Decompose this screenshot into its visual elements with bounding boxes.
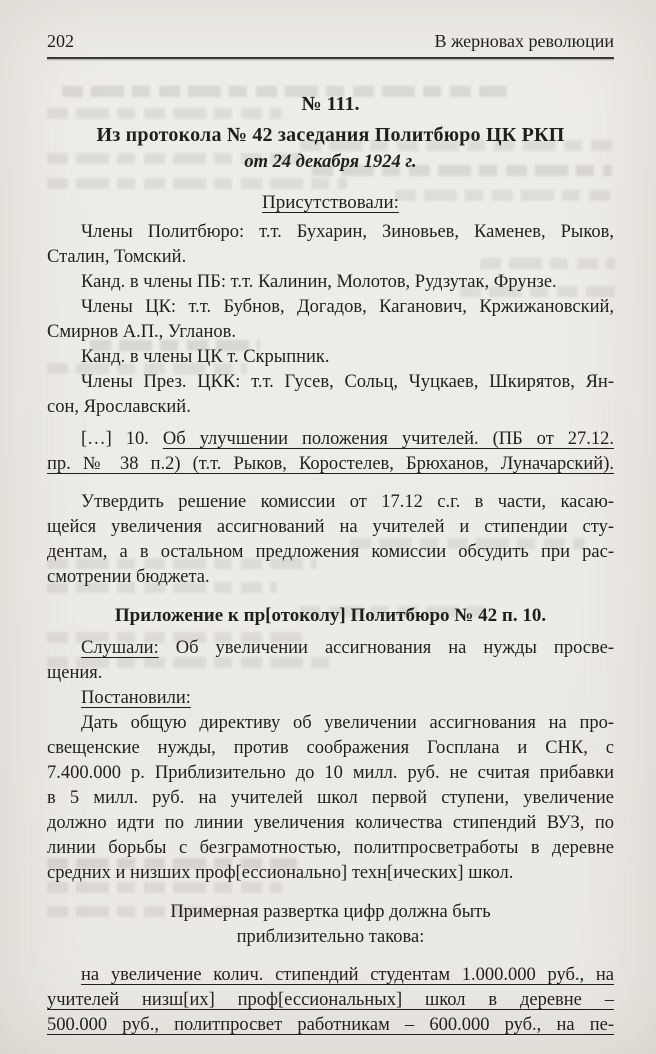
text-line: Дать общую директиву об увеличении ассигнования на про- bbox=[81, 713, 614, 734]
slushali-label: Слушали: bbox=[81, 638, 159, 659]
text-line bbox=[47, 427, 614, 452]
text-line: Члены През. ЦКК: т.т. Гусев, Сольц, Чуцкаев, Шкирятов, Ян- bbox=[81, 372, 614, 393]
agenda-item-title: Об улучшении положения учителей. (ПБ от 27.12. bbox=[162, 429, 614, 450]
slushali-paragraph bbox=[47, 636, 614, 686]
allocation-paragraph bbox=[47, 963, 614, 1038]
text-line bbox=[47, 636, 614, 661]
text-line: свещенские нужды, против соображения Госплана и СНК, с bbox=[47, 738, 614, 759]
document-date: от 24 декабря 1924 г. bbox=[244, 152, 417, 173]
text-line: Сталин, Томский. bbox=[47, 247, 187, 268]
estimate-heading bbox=[47, 900, 614, 950]
text-line: щения. bbox=[47, 663, 103, 684]
text-line: сон, Ярославский. bbox=[47, 397, 191, 418]
text-line: Смирнов А.П., Угланов. bbox=[47, 322, 237, 343]
text-line: смотрении бюджета. bbox=[47, 567, 210, 588]
text-line: Канд. в члены ЦК т. Скрыпник. bbox=[81, 347, 330, 368]
agenda-item bbox=[47, 427, 614, 477]
text-line: средних и низших проф[ессионально] техн[ических] школ. bbox=[47, 863, 514, 884]
directive-paragraph bbox=[47, 711, 614, 886]
attendees-paragraph-pb-candidates bbox=[47, 270, 614, 295]
text-line: Канд. в члены ПБ: т.т. Калинин, Молотов, Рудзутак, Фрунзе. bbox=[81, 272, 557, 293]
text-line: 7.400.000 р. Приблизительно до 10 милл. руб. не считая прибавки bbox=[47, 763, 614, 784]
text-line: Члены ЦК: т.т. Бубнов, Догадов, Каганович, Кржижановский, bbox=[81, 297, 614, 318]
attendees-heading-text: Присутствовали: bbox=[262, 192, 399, 214]
text-line: щейся увеличения ассигнований на учителей и стипендии сту- bbox=[47, 517, 614, 538]
header-rule bbox=[47, 57, 614, 59]
attendees-paragraph-ck-candidate bbox=[47, 345, 614, 370]
page-number: 202 bbox=[47, 31, 74, 51]
postanovili-label: Постановили: bbox=[81, 688, 191, 709]
text-line: 500.000 руб., политпросвет работникам – 600.000 руб., на пе- bbox=[47, 1015, 614, 1036]
text-line: дентам, а в остальном предложения комиссии обсудить при рас- bbox=[47, 542, 614, 563]
book-title: В жерновах революции bbox=[434, 31, 614, 51]
text-line: должно идти по линии увеличения количества стипендий ВУЗ, по bbox=[47, 813, 614, 834]
text-line: учителей низш[их] проф[ессиональных] школ в деревне – bbox=[47, 990, 614, 1011]
postanovili-heading bbox=[47, 686, 614, 711]
text-line: линии борьбы с безграмотностью, политпросветработы в деревне bbox=[47, 838, 614, 859]
appendix-heading: Приложение к пр[отоколу] Политбюро № 42 п. 10. bbox=[114, 605, 547, 627]
running-header bbox=[47, 30, 614, 52]
document-number-heading: № 111. bbox=[301, 93, 360, 116]
text-line: приблизительно такова: bbox=[236, 927, 425, 948]
agenda-item-number: […] 10. bbox=[81, 429, 163, 450]
text-line: на увеличение колич. стипендий студентам 1.000.000 руб., на bbox=[81, 965, 614, 986]
document-title: Из протокола № 42 заседания Политбюро ЦК РКП bbox=[96, 124, 565, 147]
text-line: Члены Политбюро: т.т. Бухарин, Зиновьев, Каменев, Рыков, bbox=[81, 222, 614, 243]
text-line: в 5 милл. руб. на учителей школ первой ступени, увеличение bbox=[47, 788, 614, 809]
attendees-paragraph-politburo bbox=[47, 220, 614, 270]
text-line bbox=[47, 686, 614, 711]
attendees-list bbox=[47, 220, 614, 420]
attendees-paragraph-ck-members bbox=[47, 295, 614, 345]
attendees-paragraph-ckk-presidium bbox=[47, 370, 614, 420]
document-body bbox=[47, 91, 614, 1038]
resolution-paragraph bbox=[47, 490, 614, 590]
slushali-text: Об увеличении ассигнования на нужды просве- bbox=[158, 638, 614, 659]
text-line: пр. № 38 п.2) (т.т. Рыков, Коростелев, Брюханов, Луначарский). bbox=[47, 454, 614, 475]
text-line: Примерная развертка цифр должна быть bbox=[170, 902, 491, 923]
text-line: Утвердить решение комиссии от 17.12 с.г. в части, касаю- bbox=[81, 492, 614, 513]
attendees-heading bbox=[47, 190, 614, 215]
